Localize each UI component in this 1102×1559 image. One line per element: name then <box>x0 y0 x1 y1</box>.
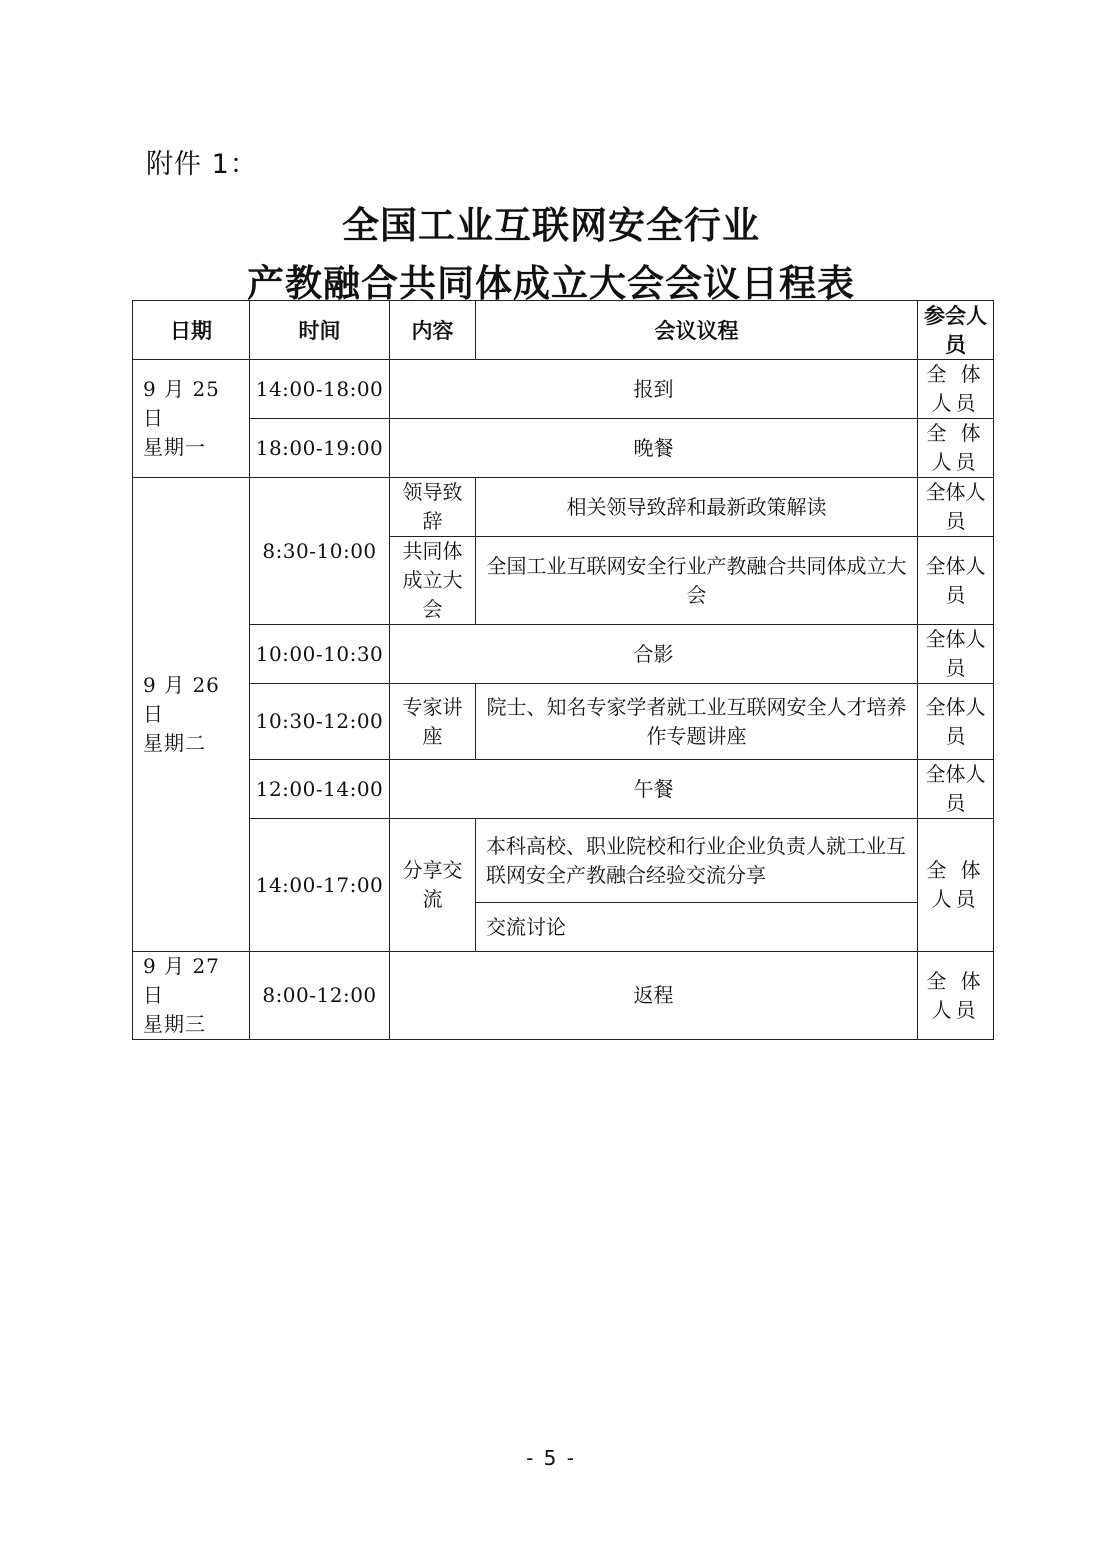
content-cell: 共同体成立大会 <box>390 537 476 625</box>
header-row <box>133 301 994 360</box>
weekday-text: 星期二 <box>143 731 206 755</box>
agenda-cell: 交流讨论 <box>476 903 918 952</box>
time-cell: 8:00-12:00 <box>250 952 390 1040</box>
time-cell: 14:00-18:00 <box>250 360 390 419</box>
attachment-label: 附件 1： <box>146 149 258 180</box>
date-cell <box>133 360 250 478</box>
header-agenda: 会议议程 <box>476 301 918 360</box>
date-text: 9 月 27 日 <box>143 954 220 1007</box>
table-row <box>133 478 994 537</box>
table-row <box>133 360 994 419</box>
header-time: 时间 <box>250 301 390 360</box>
weekday-text: 星期三 <box>143 1012 206 1036</box>
date-text: 9 月 26 日 <box>143 673 220 726</box>
agenda-cell: 晚餐 <box>390 419 918 478</box>
agenda-cell: 本科高校、职业院校和行业企业负责人就工业互联网安全产教融合经验交流分享 <box>476 819 918 903</box>
agenda-cell: 报到 <box>390 360 918 419</box>
title-line-2: 产教融合共同体成立大会会议日程表 <box>247 261 855 305</box>
attendees-cell: 全 体人员 <box>918 952 994 1040</box>
page-number: - 5 - <box>526 1446 576 1470</box>
table-row <box>133 625 994 684</box>
attendees-cell: 全体人员 <box>918 625 994 684</box>
title-line-1: 全国工业互联网安全行业 <box>342 203 760 247</box>
time-cell: 10:00-10:30 <box>250 625 390 684</box>
date-cell <box>133 478 250 952</box>
header-date: 日期 <box>133 301 250 360</box>
attendees-cell: 全体人员 <box>918 478 994 537</box>
attendees-cell: 全 体人员 <box>918 819 994 952</box>
table-row <box>133 760 994 819</box>
attendees-cell: 全体人员 <box>918 537 994 625</box>
time-cell: 14:00-17:00 <box>250 819 390 952</box>
agenda-cell: 合影 <box>390 625 918 684</box>
header-content: 内容 <box>390 301 476 360</box>
schedule-table <box>132 300 994 1040</box>
agenda-cell: 院士、知名专家学者就工业互联网安全人才培养作专题讲座 <box>476 684 918 760</box>
attendees-cell: 全体人员 <box>918 760 994 819</box>
date-cell <box>133 952 250 1040</box>
agenda-cell: 相关领导致辞和最新政策解读 <box>476 478 918 537</box>
content-cell: 分享交流 <box>390 819 476 952</box>
attendees-cell: 全 体人员 <box>918 419 994 478</box>
agenda-cell: 午餐 <box>390 760 918 819</box>
table-row <box>133 819 994 903</box>
header-attendees: 参会人员 <box>918 301 994 360</box>
date-text: 9 月 25 日 <box>143 377 220 430</box>
table-row <box>133 684 994 760</box>
attendees-cell: 全 体人员 <box>918 360 994 419</box>
agenda-cell: 全国工业互联网安全行业产教融合共同体成立大会 <box>476 537 918 625</box>
content-cell: 专家讲座 <box>390 684 476 760</box>
attendees-cell: 全体人员 <box>918 684 994 760</box>
time-cell: 18:00-19:00 <box>250 419 390 478</box>
time-cell: 8:30-10:00 <box>250 478 390 625</box>
table-row <box>133 419 994 478</box>
time-cell: 12:00-14:00 <box>250 760 390 819</box>
time-cell: 10:30-12:00 <box>250 684 390 760</box>
content-cell: 领导致辞 <box>390 478 476 537</box>
table-row <box>133 952 994 1040</box>
weekday-text: 星期一 <box>143 435 206 459</box>
agenda-cell: 返程 <box>390 952 918 1040</box>
